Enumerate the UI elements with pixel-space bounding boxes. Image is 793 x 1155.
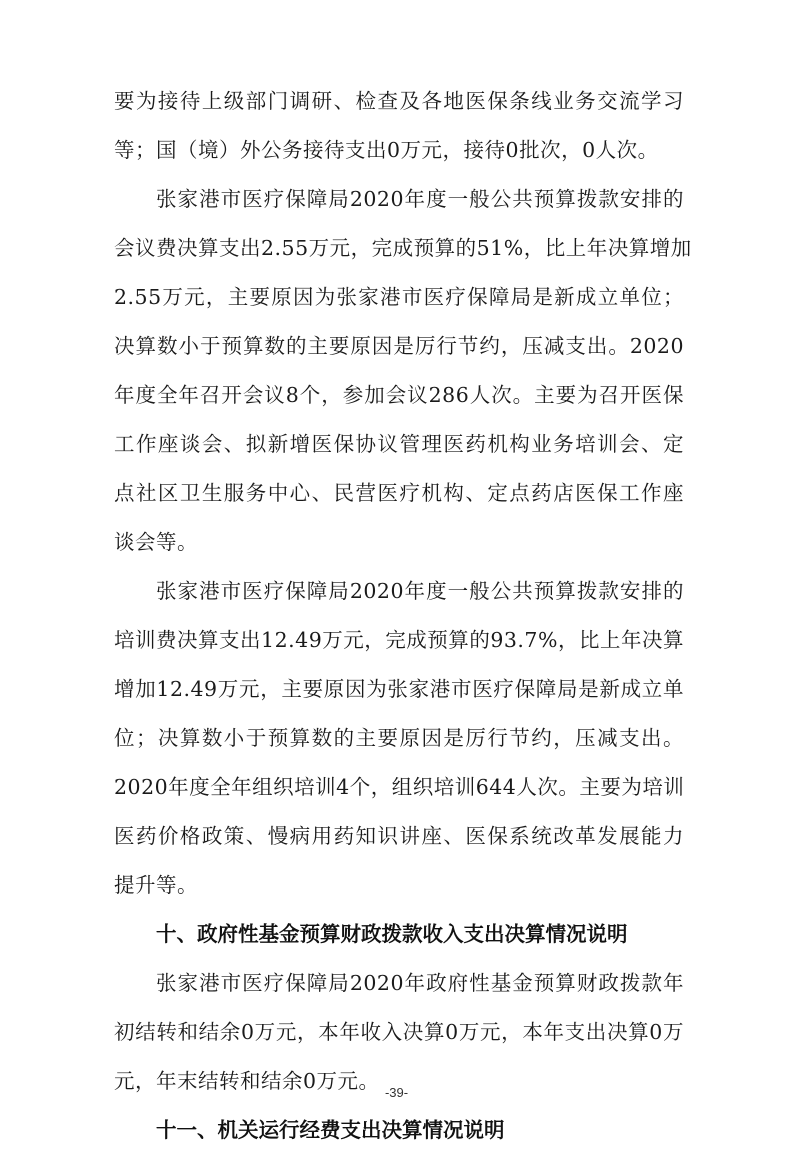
paragraph-line: 张家港市医疗保障局2020年度一般公共预算拨款安排的 — [156, 187, 684, 211]
paragraph-line: 年度全年召开会议8个，参加会议286人次。主要为召开医保 — [114, 383, 684, 407]
paragraph-line: 元，年末结转和结余0万元。 — [114, 1069, 380, 1093]
paragraph-line: 2020年度全年组织培训4个，组织培训644人次。主要为培训 — [114, 775, 685, 799]
paragraph-line: 要为接待上级部门调研、检查及各地医保条线业务交流学习 — [114, 89, 684, 113]
paragraph-line: 增加12.49万元，主要原因为张家港市医疗保障局是新成立单 — [114, 677, 684, 701]
paragraph-line: 医药价格政策、慢病用药知识讲座、医保系统改革发展能力 — [114, 824, 684, 848]
paragraph-line: 培训费决算支出12.49万元，完成预算的93.7%，比上年决算 — [114, 628, 684, 652]
section-heading: 十、政府性基金预算财政拨款收入支出决算情况说明 — [156, 922, 628, 946]
paragraph-line: 谈会等。 — [114, 530, 198, 554]
paragraph-line: 工作座谈会、拟新增医保协议管理医药机构业务培训会、定 — [114, 432, 684, 456]
body-text — [114, 77, 692, 1155]
paragraph-line: 等；国（境）外公务接待支出0万元，接待0批次，0人次。 — [114, 138, 659, 162]
paragraph-line: 2.55万元，主要原因为张家港市医疗保障局是新成立单位； — [114, 285, 684, 309]
paragraph-line: 张家港市医疗保障局2020年政府性基金预算财政拨款年 — [156, 971, 684, 995]
paragraph-line: 张家港市医疗保障局2020年度一般公共预算拨款安排的 — [156, 579, 684, 603]
paragraph-line: 提升等。 — [114, 873, 198, 897]
page-number: -39- — [384, 1085, 409, 1100]
paragraph-line: 决算数小于预算数的主要原因是厉行节约，压减支出。2020 — [114, 334, 684, 358]
paragraph-line: 初结转和结余0万元，本年收入决算0万元，本年支出决算0万 — [114, 1020, 684, 1044]
paragraph-line: 点社区卫生服务中心、民营医疗机构、定点药店医保工作座 — [114, 481, 684, 505]
paragraph-line: 会议费决算支出2.55万元，完成预算的51%，比上年决算增加 — [114, 236, 692, 260]
section-heading: 十一、机关运行经费支出决算情况说明 — [156, 1118, 505, 1142]
paragraph-line: 位；决算数小于预算数的主要原因是厉行节约，压减支出。 — [114, 726, 684, 750]
